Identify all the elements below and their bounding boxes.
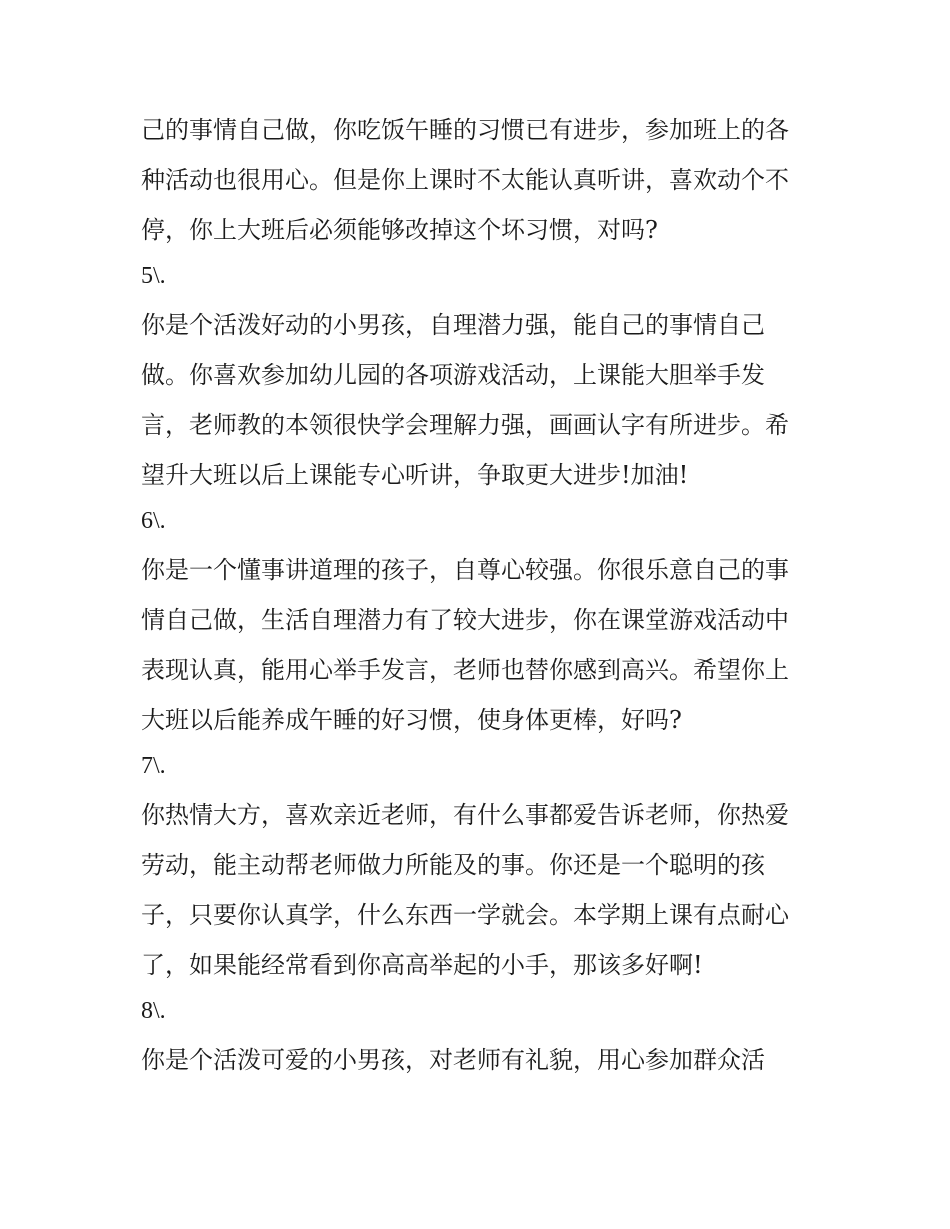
text-line: 你是一个懂事讲道理的孩子，自尊心较强。你很乐意自己的事 [141,556,789,584]
text-line: 劳动，能主动帮老师做力所能及的事。你还是一个聪明的孩 [141,851,765,879]
text-line: 情自己做，生活自理潜力有了较大进步，你在课堂游戏活动中 [141,606,789,634]
text-line: 望升大班以后上课能专心听讲，争取更大进步!加油! [141,461,689,489]
text-line: 言，老师教的本领很快学会理解力强，画画认字有所进步。希 [141,411,789,439]
text-line: 己的事情自己做，你吃饭午睡的习惯已有进步，参加班上的各 [141,116,789,144]
text-line: 子，只要你认真学，什么东西一学就会。本学期上课有点耐心 [141,901,789,929]
text-line: 表现认真，能用心举手发言，老师也替你感到高兴。希望你上 [141,656,789,684]
text-line: 大班以后能养成午睡的好习惯，使身体更棒，好吗? [141,706,682,734]
item-number: 6\. [141,508,166,534]
text-line: 你热情大方，喜欢亲近老师，有什么事都爱告诉老师，你热爱 [141,801,789,829]
item-number: 7\. [141,753,166,779]
item-number: 5\. [141,263,166,289]
text-line: 了，如果能经常看到你高高举起的小手，那该多好啊! [141,951,703,979]
text-line: 停，你上大班后必须能够改掉这个坏习惯，对吗? [141,216,658,244]
text-line: 做。你喜欢参加幼儿园的各项游戏活动，上课能大胆举手发 [141,361,765,389]
text-line: 你是个活泼好动的小男孩，自理潜力强，能自己的事情自己 [141,311,765,339]
text-line: 你是个活泼可爱的小男孩，对老师有礼貌，用心参加群众活 [141,1046,765,1074]
item-number: 8\. [141,998,166,1024]
text-line: 种活动也很用心。但是你上课时不太能认真听讲，喜欢动个不 [141,166,789,194]
